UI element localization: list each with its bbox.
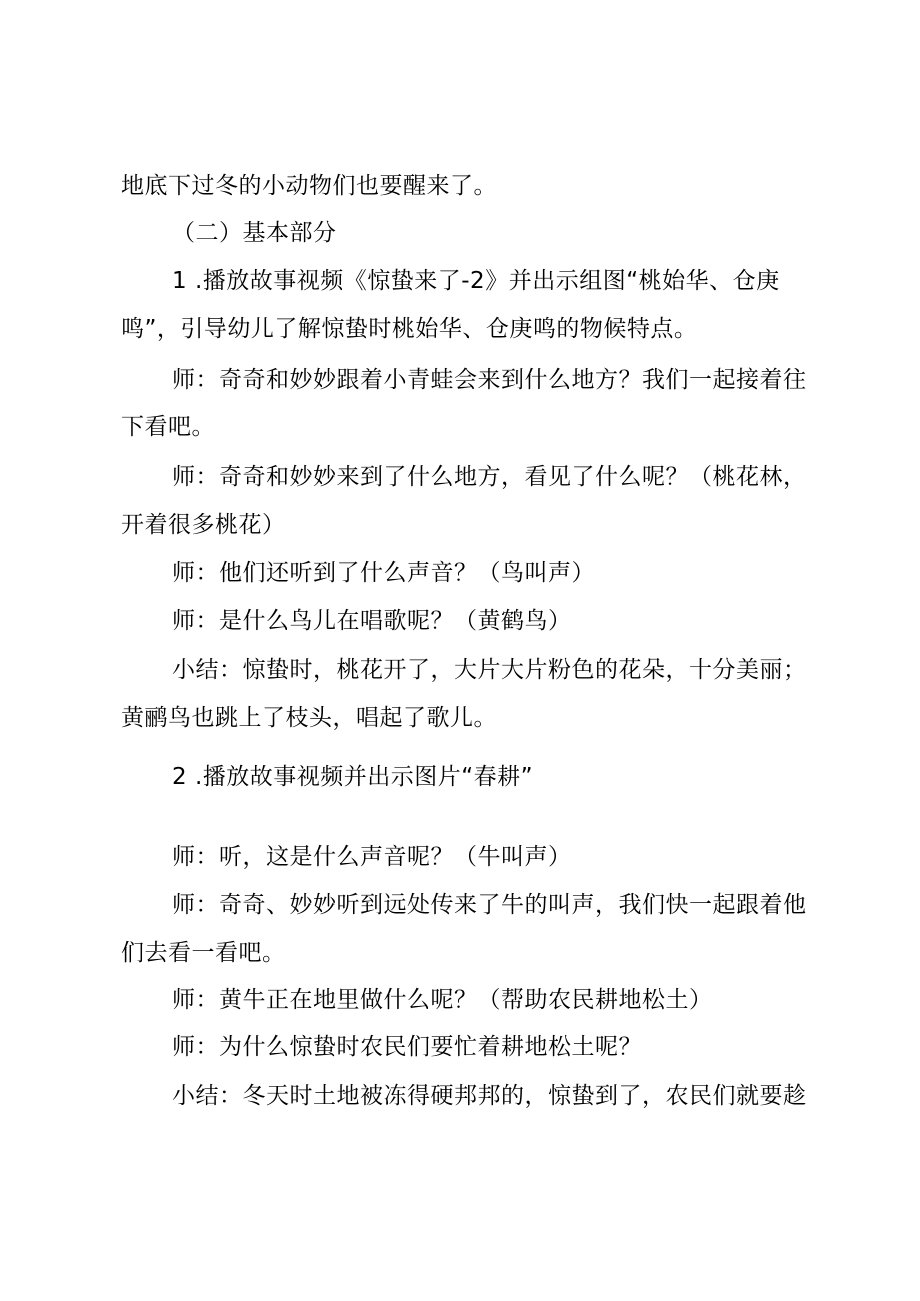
paragraph-line: 师：他们还听到了什么声音？（鸟叫声） (172, 560, 595, 586)
paragraph-line: 师：奇奇、妙妙听到远处传来了牛的叫声，我们快一起跟着他 (172, 892, 807, 918)
summary-line: 黄鹂鸟也跳上了枝头，唱起了歌儿。 (121, 705, 497, 731)
summary-line: 小结：冬天时土地被冻得硬邦邦的，惊蛰到了，农民们就要趁 (172, 1083, 807, 1109)
section-heading: （二）基本部分 (172, 220, 337, 246)
summary-line: 小结：惊蛰时，桃花开了，大片大片粉色的花朵，十分美丽； (172, 657, 807, 683)
paragraph-line: 鸣”，引导幼儿了解惊蛰时桃始华、仓庚鸣的物候特点。 (121, 316, 698, 342)
paragraph-line: 们去看一看吧。 (121, 940, 286, 966)
paragraph-line: 师：奇奇和妙妙来到了什么地方，看见了什么呢？（桃花林， (172, 464, 807, 490)
paragraph-line: 师：是什么鸟儿在唱歌呢？（黄鹤鸟） (172, 608, 572, 634)
paragraph-line: 开着很多桃花） (121, 512, 286, 538)
paragraph-line: 师：听，这是什么声音呢？（牛叫声） (172, 844, 572, 870)
paragraph-line: 1 .播放故事视频《惊蛰来了-2》并出示组图“桃始华、仓庚 (172, 268, 780, 294)
paragraph-line: 师：为什么惊蛰时农民们要忙着耕地松土呢？ (172, 1034, 642, 1060)
paragraph-line: 师：奇奇和妙妙跟着小青蛙会来到什么地方？我们一起接着往 (172, 367, 807, 393)
paragraph-line: 地底下过冬的小动物们也要醒来了。 (121, 173, 497, 199)
paragraph-line: 师：黄牛正在地里做什么呢？（帮助农民耕地松土） (172, 987, 713, 1013)
paragraph-line: 下看吧。 (121, 414, 215, 440)
paragraph-line: 2 .播放故事视频并出示图片“春耕” (172, 764, 534, 790)
